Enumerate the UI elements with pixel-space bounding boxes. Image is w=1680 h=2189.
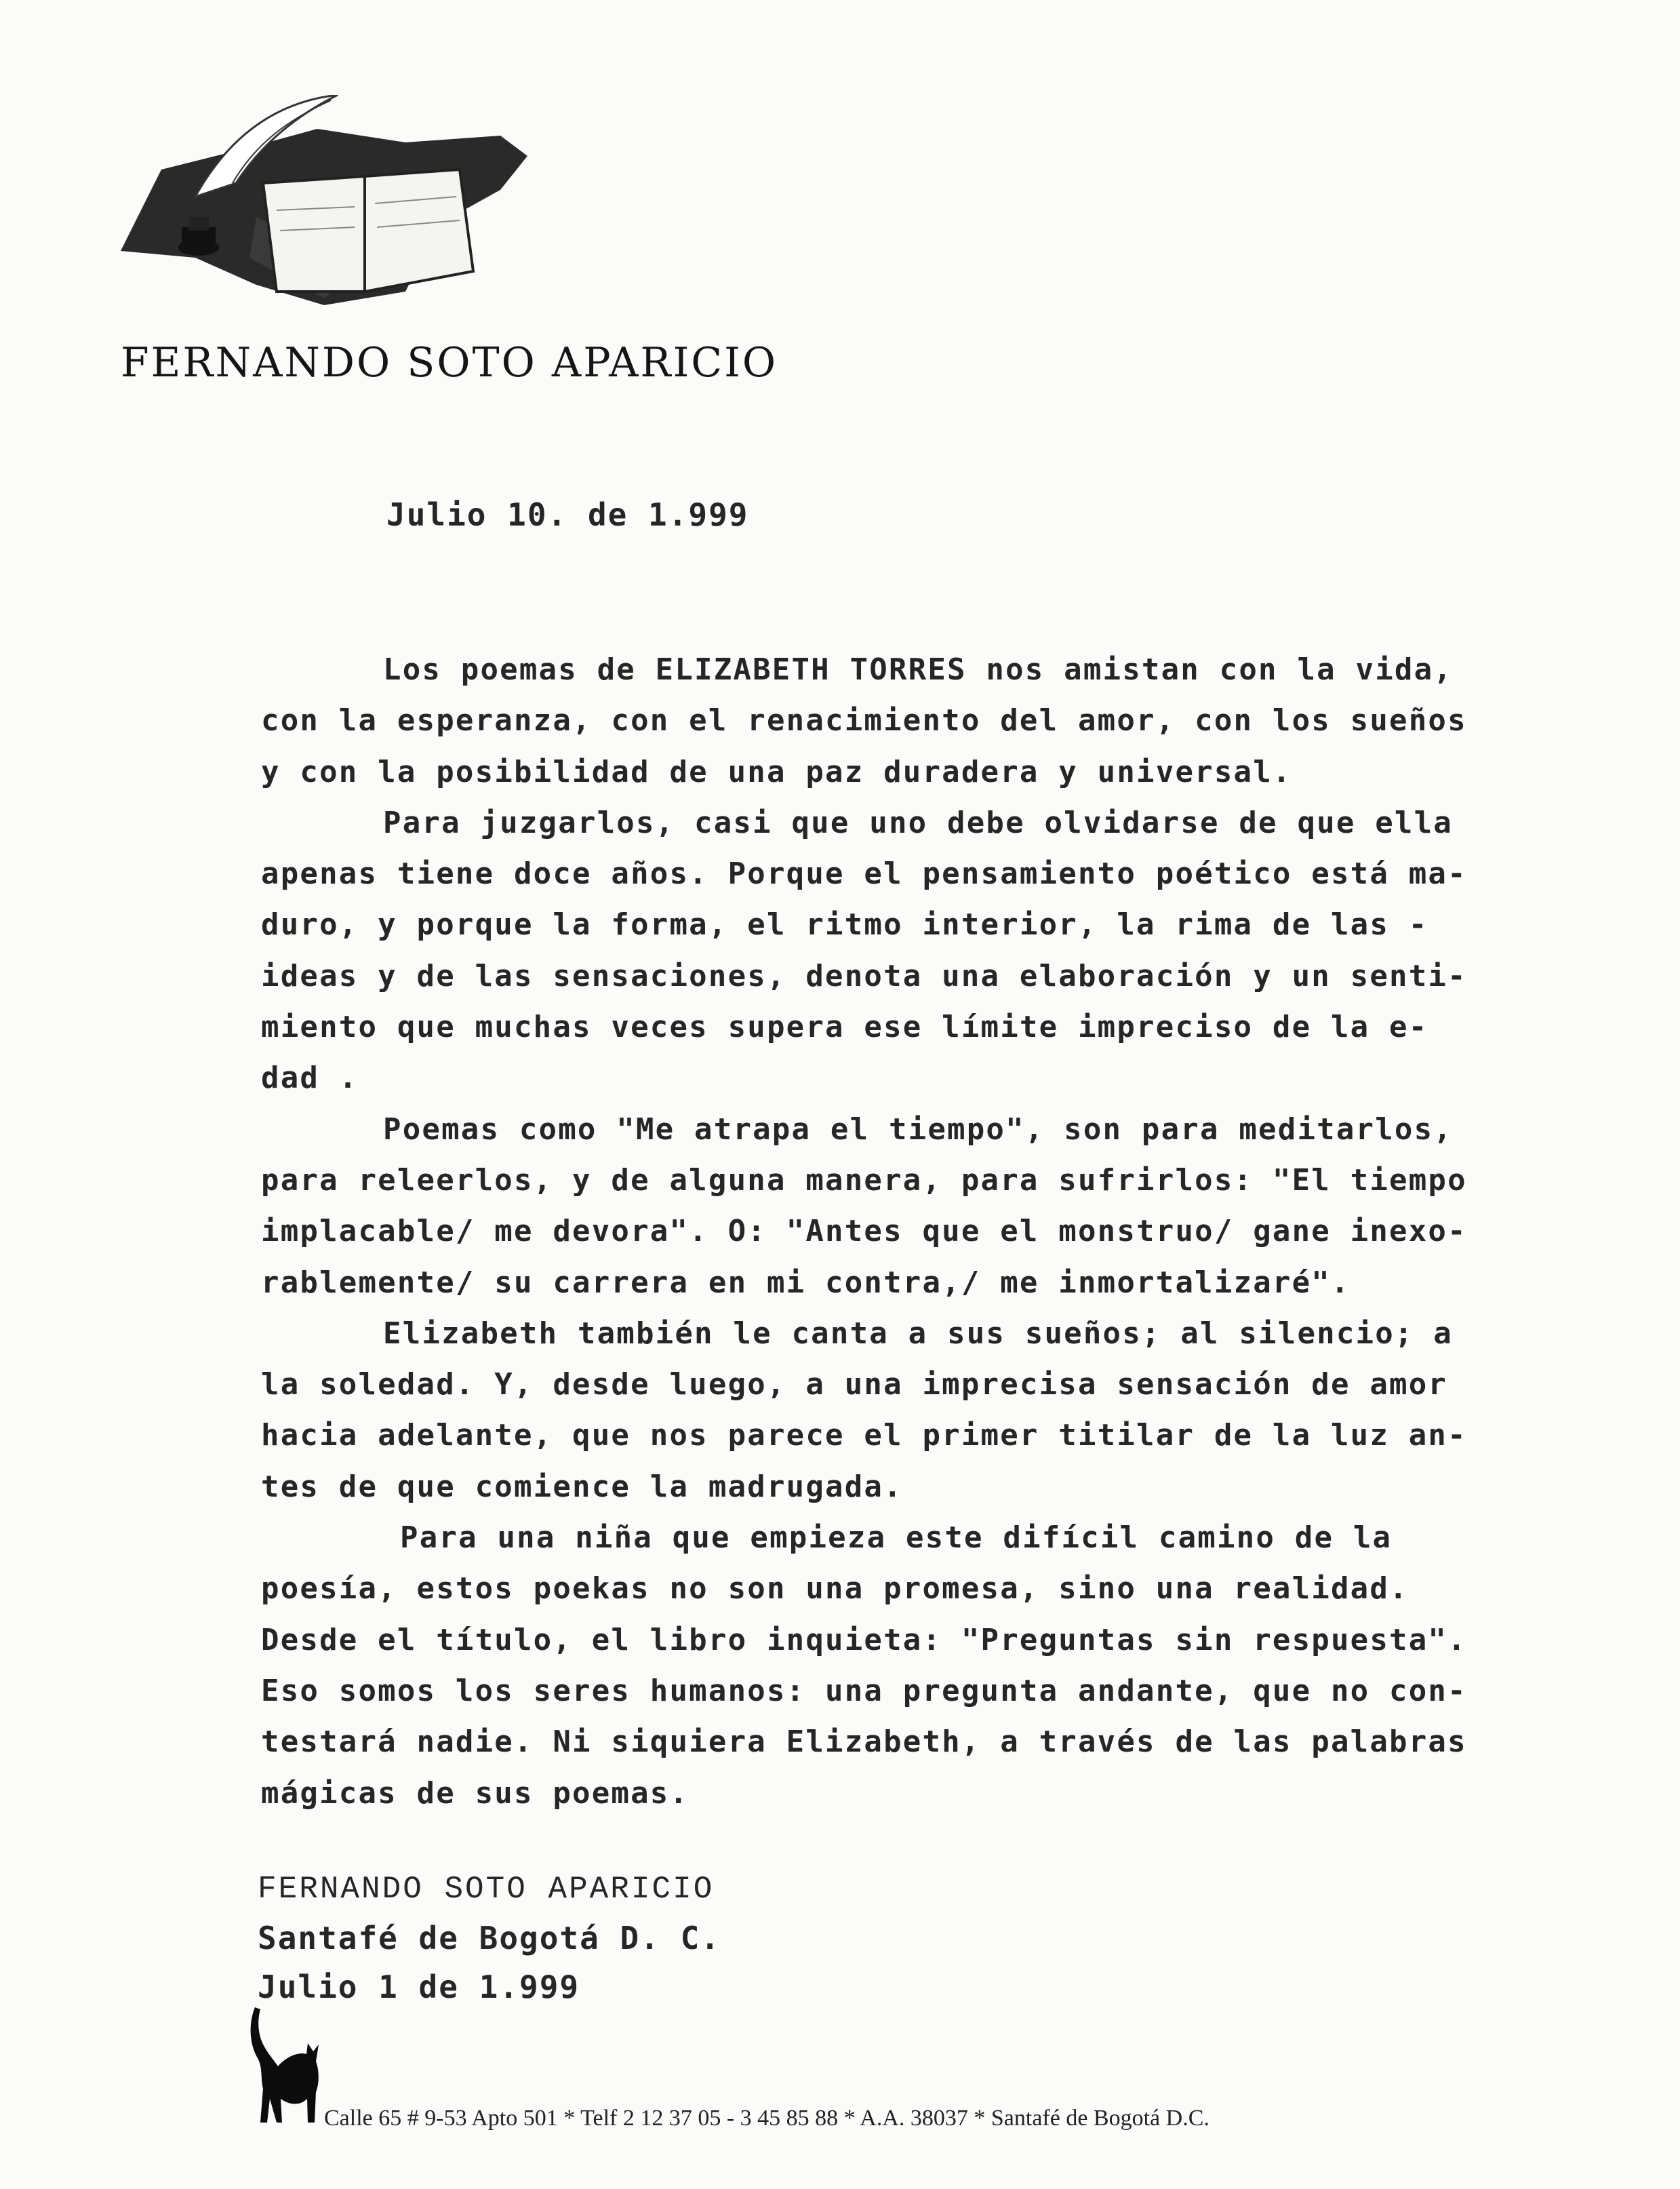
- body-line: Eso somos los seres humanos: una pregunta andante, que no con-: [261, 1673, 1467, 1708]
- body-line: hacia adelante, que nos parece el primer titilar de la luz an-: [261, 1418, 1467, 1453]
- body-line: la soledad. Y, desde luego, a una imprecisa sensación de amor: [261, 1367, 1448, 1402]
- body-line: Elizabeth también le canta a sus sueños; al silencio; a: [383, 1316, 1453, 1351]
- signature-place: Santafé de Bogotá D. C.: [258, 1920, 721, 1956]
- body-line: miento que muchas veces supera ese límite impreciso de la e-: [261, 1010, 1428, 1045]
- body-line: Desde el título, el libro inquieta: "Preguntas sin respuesta".: [261, 1622, 1467, 1657]
- body-line: para releerlos, y de alguna manera, para sufrirlos: "El tiempo: [261, 1162, 1467, 1198]
- body-line: apenas tiene doce años. Porque el pensamiento poético está ma-: [261, 856, 1467, 892]
- body-line: con la esperanza, con el renacimiento del amor, con los sueños: [261, 703, 1467, 738]
- body-line: dad .: [261, 1061, 359, 1096]
- letter-body: [261, 644, 1529, 1819]
- body-line: Poemas como "Me atrapa el tiempo", son para meditarlos,: [383, 1111, 1453, 1147]
- body-line: Para juzgarlos, casi que uno debe olvidarse de que ella: [383, 805, 1453, 840]
- body-line: Los poemas de ELIZABETH TORRES nos amistan con la vida,: [383, 652, 1453, 687]
- body-line: mágicas de sus poemas.: [261, 1775, 689, 1811]
- body-line: testará nadie. Ni siquiera Elizabeth, a través de las palabras: [261, 1724, 1467, 1760]
- footer-address: Calle 65 # 9-53 Apto 501 * Telf 2 12 37 05 - 3 45 85 88 * A.A. 38037 * Santafé de Bogotá D.C.: [324, 2106, 1209, 2131]
- black-cat-icon: [243, 2004, 331, 2126]
- signature-name: FERNANDO SOTO APARICIO: [258, 1872, 715, 1907]
- letterhead-name: FERNANDO SOTO APARICIO: [121, 339, 778, 387]
- signature-date: Julio 1 de 1.999: [258, 1969, 580, 2005]
- letter-date: Julio 10. de 1.999: [386, 496, 749, 533]
- signature-block: [258, 1865, 721, 2011]
- body-line: duro, y porque la forma, el ritmo interior, la rima de las -: [261, 907, 1428, 943]
- body-line: implacable/ me devora". O: "Antes que el monstruo/ gane inexo-: [261, 1214, 1467, 1249]
- body-line: poesía, estos poekas no son una promesa, sino una realidad.: [261, 1571, 1409, 1606]
- body-line: rablemente/ su carrera en mi contra,/ me inmortalizaré".: [261, 1265, 1351, 1300]
- body-line: tes de que comience la madrugada.: [261, 1469, 903, 1504]
- body-line: ideas y de las sensaciones, denota una elaboración y un senti-: [261, 958, 1467, 993]
- quill-inkwell-book-icon: [121, 95, 527, 339]
- body-line: Para una niña que empieza este difícil camino de la: [400, 1520, 1393, 1556]
- body-line: y con la posibilidad de una paz duradera y universal.: [261, 754, 1292, 789]
